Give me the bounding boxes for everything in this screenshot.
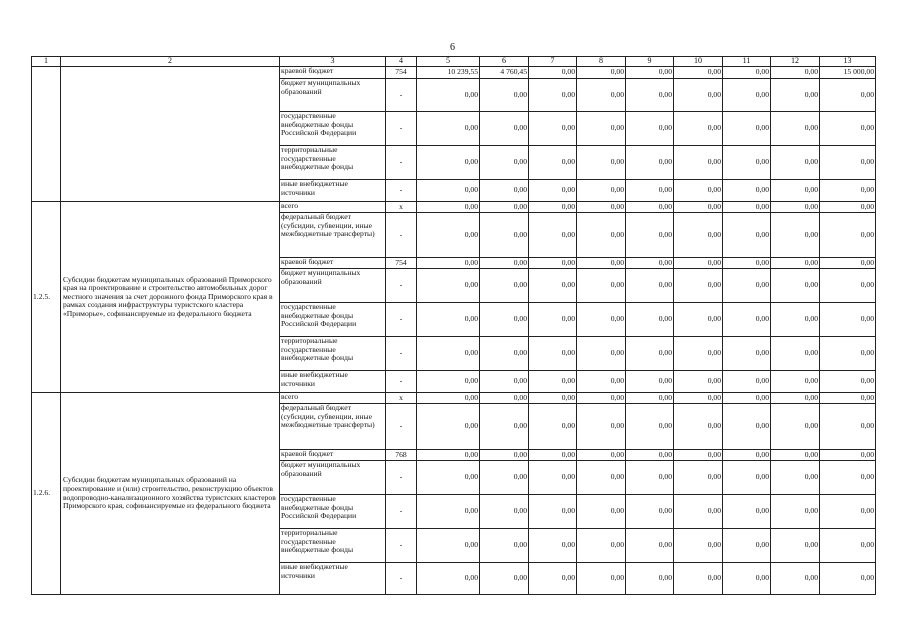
budget-table (31, 56, 876, 595)
value-cell: 0,00 (529, 529, 577, 563)
value-cell: 4 760,45 (480, 67, 529, 79)
value-cell: 0,00 (577, 404, 626, 450)
value-cell: 0,00 (529, 213, 577, 258)
value-cell: 0,00 (674, 202, 723, 213)
column-header: 12 (771, 57, 820, 67)
value-cell: 0,00 (626, 258, 674, 269)
value-cell: 0,00 (577, 563, 626, 595)
funding-source: всего (280, 202, 386, 213)
value-cell: 0,00 (723, 146, 771, 180)
value-cell: 0,00 (529, 258, 577, 269)
value-cell: 15 000,00 (820, 67, 876, 79)
value-cell: 0,00 (820, 563, 876, 595)
value-cell: 0,00 (723, 112, 771, 146)
value-cell: 0,00 (771, 393, 820, 404)
budget-code: - (386, 180, 417, 202)
value-cell: 0,00 (771, 112, 820, 146)
value-cell: 0,00 (577, 258, 626, 269)
budget-code: x (386, 202, 417, 213)
value-cell: 0,00 (723, 495, 771, 529)
column-header: 3 (280, 57, 386, 67)
value-cell: 0,00 (417, 529, 480, 563)
value-cell: 0,00 (820, 258, 876, 269)
funding-source: иные внебюджетные источники (280, 180, 386, 202)
budget-code: 754 (386, 258, 417, 269)
value-cell: 0,00 (417, 269, 480, 303)
value-cell: 10 239,55 (417, 67, 480, 79)
value-cell: 0,00 (417, 495, 480, 529)
value-cell: 0,00 (820, 303, 876, 337)
value-cell: 0,00 (626, 303, 674, 337)
budget-code: x (386, 393, 417, 404)
column-header: 5 (417, 57, 480, 67)
table-row (32, 67, 876, 79)
value-cell: 0,00 (529, 563, 577, 595)
value-cell: 0,00 (771, 404, 820, 450)
value-cell: 0,00 (820, 112, 876, 146)
value-cell: 0,00 (480, 303, 529, 337)
value-cell: 0,00 (723, 258, 771, 269)
value-cell: 0,00 (480, 371, 529, 393)
budget-code: - (386, 495, 417, 529)
value-cell: 0,00 (771, 563, 820, 595)
value-cell: 0,00 (723, 202, 771, 213)
value-cell: 0,00 (529, 146, 577, 180)
funding-source: краевой бюджет (280, 450, 386, 461)
header-row (32, 57, 876, 67)
budget-code: - (386, 529, 417, 563)
funding-source: краевой бюджет (280, 67, 386, 79)
value-cell: 0,00 (529, 79, 577, 112)
value-cell: 0,00 (626, 337, 674, 371)
value-cell: 0,00 (626, 146, 674, 180)
value-cell: 0,00 (820, 495, 876, 529)
value-cell: 0,00 (674, 180, 723, 202)
value-cell: 0,00 (626, 213, 674, 258)
value-cell: 0,00 (674, 450, 723, 461)
value-cell: 0,00 (480, 79, 529, 112)
funding-source: государственные внебюджетные фонды Российской Федерации (280, 495, 386, 529)
funding-source: территориальные государственные внебюджетные фонды (280, 337, 386, 371)
budget-code: 768 (386, 450, 417, 461)
value-cell: 0,00 (820, 180, 876, 202)
value-cell: 0,00 (529, 404, 577, 450)
value-cell: 0,00 (480, 495, 529, 529)
value-cell: 0,00 (417, 450, 480, 461)
funding-source: федеральный бюджет (субсидии, субвенции, иные межбюджетные трансферты) (280, 404, 386, 450)
value-cell: 0,00 (771, 461, 820, 495)
value-cell: 0,00 (674, 146, 723, 180)
value-cell: 0,00 (480, 146, 529, 180)
row-index (32, 67, 61, 202)
budget-code: - (386, 337, 417, 371)
value-cell: 0,00 (626, 563, 674, 595)
funding-source: территориальные государственные внебюджетные фонды (280, 529, 386, 563)
value-cell: 0,00 (417, 202, 480, 213)
value-cell: 0,00 (820, 146, 876, 180)
funding-source: территориальные государственные внебюджетные фонды (280, 146, 386, 180)
value-cell: 0,00 (529, 180, 577, 202)
budget-code: - (386, 303, 417, 337)
value-cell: 0,00 (674, 495, 723, 529)
value-cell: 0,00 (577, 79, 626, 112)
value-cell: 0,00 (626, 495, 674, 529)
value-cell: 0,00 (417, 563, 480, 595)
value-cell: 0,00 (577, 269, 626, 303)
budget-code: - (386, 269, 417, 303)
value-cell: 0,00 (820, 529, 876, 563)
column-header: 4 (386, 57, 417, 67)
value-cell: 0,00 (674, 79, 723, 112)
value-cell: 0,00 (674, 269, 723, 303)
value-cell: 0,00 (417, 146, 480, 180)
value-cell: 0,00 (480, 213, 529, 258)
value-cell: 0,00 (626, 79, 674, 112)
value-cell: 0,00 (674, 258, 723, 269)
value-cell: 0,00 (417, 404, 480, 450)
value-cell: 0,00 (626, 393, 674, 404)
table-row (32, 202, 876, 213)
value-cell: 0,00 (577, 393, 626, 404)
value-cell: 0,00 (626, 371, 674, 393)
value-cell: 0,00 (529, 495, 577, 529)
value-cell: 0,00 (674, 213, 723, 258)
value-cell: 0,00 (480, 450, 529, 461)
value-cell: 0,00 (674, 337, 723, 371)
row-name: Субсидии бюджетам муниципальных образований на проектирование и (или) строительство, реконструкцию объектов водопроводно-канализационного хозяйства туристских кластеров Приморского края, софинансируемые из федерального бюджета (61, 393, 280, 595)
budget-code: - (386, 461, 417, 495)
value-cell: 0,00 (480, 269, 529, 303)
value-cell: 0,00 (626, 180, 674, 202)
funding-source: государственные внебюджетные фонды Российской Федерации (280, 112, 386, 146)
value-cell: 0,00 (529, 337, 577, 371)
page-number: 6 (450, 42, 455, 53)
funding-source: краевой бюджет (280, 258, 386, 269)
value-cell: 0,00 (723, 180, 771, 202)
funding-source: бюджет муниципальных образований (280, 269, 386, 303)
budget-code: - (386, 563, 417, 595)
value-cell: 0,00 (480, 180, 529, 202)
value-cell: 0,00 (417, 112, 480, 146)
value-cell: 0,00 (820, 337, 876, 371)
value-cell: 0,00 (723, 461, 771, 495)
row-name (61, 67, 280, 202)
value-cell: 0,00 (723, 303, 771, 337)
column-header: 9 (626, 57, 674, 67)
value-cell: 0,00 (417, 337, 480, 371)
value-cell: 0,00 (480, 337, 529, 371)
budget-code: - (386, 79, 417, 112)
value-cell: 0,00 (577, 303, 626, 337)
value-cell: 0,00 (674, 67, 723, 79)
value-cell: 0,00 (417, 180, 480, 202)
value-cell: 0,00 (674, 563, 723, 595)
funding-source: бюджет муниципальных образований (280, 79, 386, 112)
budget-code: - (386, 404, 417, 450)
value-cell: 0,00 (820, 393, 876, 404)
value-cell: 0,00 (626, 450, 674, 461)
value-cell: 0,00 (771, 529, 820, 563)
value-cell: 0,00 (674, 393, 723, 404)
value-cell: 0,00 (771, 371, 820, 393)
value-cell: 0,00 (771, 258, 820, 269)
value-cell: 0,00 (674, 404, 723, 450)
value-cell: 0,00 (723, 79, 771, 112)
value-cell: 0,00 (577, 495, 626, 529)
value-cell: 0,00 (723, 213, 771, 258)
value-cell: 0,00 (820, 202, 876, 213)
value-cell: 0,00 (577, 337, 626, 371)
value-cell: 0,00 (723, 393, 771, 404)
column-header: 2 (61, 57, 280, 67)
value-cell: 0,00 (529, 269, 577, 303)
value-cell: 0,00 (626, 269, 674, 303)
value-cell: 0,00 (529, 371, 577, 393)
value-cell: 0,00 (529, 461, 577, 495)
value-cell: 0,00 (771, 202, 820, 213)
value-cell: 0,00 (771, 269, 820, 303)
budget-code: - (386, 146, 417, 180)
row-index: 1.2.5. (32, 202, 61, 393)
value-cell: 0,00 (417, 371, 480, 393)
table-row (32, 393, 876, 404)
value-cell: 0,00 (417, 303, 480, 337)
funding-source: бюджет муниципальных образований (280, 461, 386, 495)
value-cell: 0,00 (771, 213, 820, 258)
value-cell: 0,00 (674, 112, 723, 146)
value-cell: 0,00 (723, 337, 771, 371)
value-cell: 0,00 (529, 202, 577, 213)
value-cell: 0,00 (820, 371, 876, 393)
value-cell: 0,00 (480, 563, 529, 595)
value-cell: 0,00 (674, 461, 723, 495)
value-cell: 0,00 (820, 269, 876, 303)
budget-code: - (386, 213, 417, 258)
value-cell: 0,00 (417, 461, 480, 495)
value-cell: 0,00 (577, 202, 626, 213)
value-cell: 0,00 (417, 258, 480, 269)
value-cell: 0,00 (820, 461, 876, 495)
value-cell: 0,00 (480, 258, 529, 269)
value-cell: 0,00 (480, 393, 529, 404)
funding-source: иные внебюджетные источники (280, 371, 386, 393)
value-cell: 0,00 (577, 371, 626, 393)
value-cell: 0,00 (771, 303, 820, 337)
value-cell: 0,00 (723, 404, 771, 450)
column-header: 1 (32, 57, 61, 67)
value-cell: 0,00 (626, 529, 674, 563)
value-cell: 0,00 (577, 67, 626, 79)
value-cell: 0,00 (771, 180, 820, 202)
value-cell: 0,00 (529, 112, 577, 146)
value-cell: 0,00 (577, 180, 626, 202)
value-cell: 0,00 (674, 371, 723, 393)
funding-source: всего (280, 393, 386, 404)
column-header: 6 (480, 57, 529, 67)
value-cell: 0,00 (577, 146, 626, 180)
value-cell: 0,00 (674, 303, 723, 337)
value-cell: 0,00 (771, 146, 820, 180)
budget-code: - (386, 112, 417, 146)
value-cell: 0,00 (480, 112, 529, 146)
column-header: 10 (674, 57, 723, 67)
column-header: 13 (820, 57, 876, 67)
value-cell: 0,00 (480, 529, 529, 563)
column-header: 8 (577, 57, 626, 67)
value-cell: 0,00 (529, 450, 577, 461)
value-cell: 0,00 (820, 213, 876, 258)
value-cell: 0,00 (480, 404, 529, 450)
value-cell: 0,00 (577, 450, 626, 461)
value-cell: 0,00 (820, 450, 876, 461)
funding-source: иные внебюджетные источники (280, 563, 386, 595)
value-cell: 0,00 (626, 404, 674, 450)
value-cell: 0,00 (577, 529, 626, 563)
value-cell: 0,00 (417, 393, 480, 404)
value-cell: 0,00 (771, 495, 820, 529)
value-cell: 0,00 (626, 202, 674, 213)
value-cell: 0,00 (723, 67, 771, 79)
column-header: 11 (723, 57, 771, 67)
value-cell: 0,00 (626, 67, 674, 79)
value-cell: 0,00 (723, 269, 771, 303)
table-body (32, 57, 876, 595)
value-cell: 0,00 (771, 79, 820, 112)
value-cell: 0,00 (480, 461, 529, 495)
value-cell: 0,00 (577, 461, 626, 495)
budget-code: - (386, 371, 417, 393)
value-cell: 0,00 (723, 563, 771, 595)
value-cell: 0,00 (529, 67, 577, 79)
value-cell: 0,00 (771, 450, 820, 461)
value-cell: 0,00 (723, 450, 771, 461)
value-cell: 0,00 (529, 303, 577, 337)
value-cell: 0,00 (626, 461, 674, 495)
value-cell: 0,00 (626, 112, 674, 146)
value-cell: 0,00 (723, 529, 771, 563)
value-cell: 0,00 (417, 213, 480, 258)
value-cell: 0,00 (577, 213, 626, 258)
column-header: 7 (529, 57, 577, 67)
value-cell: 0,00 (723, 371, 771, 393)
value-cell: 0,00 (480, 202, 529, 213)
row-index: 1.2.6. (32, 393, 61, 595)
value-cell: 0,00 (417, 79, 480, 112)
funding-source: государственные внебюджетные фонды Российской Федерации (280, 303, 386, 337)
value-cell: 0,00 (577, 112, 626, 146)
value-cell: 0,00 (820, 79, 876, 112)
funding-source: федеральный бюджет (субсидии, субвенции, иные межбюджетные трансферты) (280, 213, 386, 258)
value-cell: 0,00 (529, 393, 577, 404)
value-cell: 0,00 (771, 337, 820, 371)
value-cell: 0,00 (674, 529, 723, 563)
budget-code: 754 (386, 67, 417, 79)
value-cell: 0,00 (771, 67, 820, 79)
row-name: Субсидии бюджетам муниципальных образований Приморского края на проектирование и строительство автомобильных дорог местного значения за счет дорожного фонда Приморского края в рамках создания инфраструктуры туристского кластера «Приморье», софинансируемые из федерального бюджета (61, 202, 280, 393)
value-cell: 0,00 (820, 404, 876, 450)
